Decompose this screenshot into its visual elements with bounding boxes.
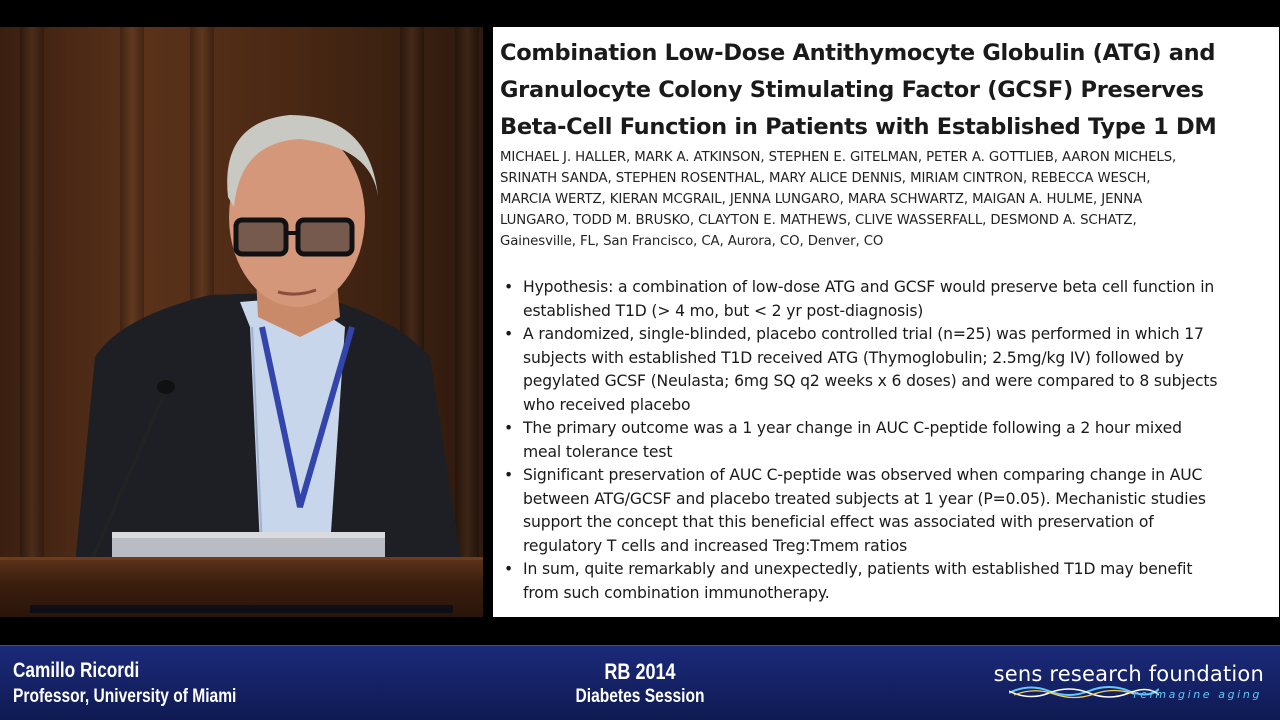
bullet-item: [500, 558, 1269, 605]
bullet-dot: •: [504, 560, 514, 578]
bullet-dot: •: [504, 419, 514, 437]
bullet-item: [500, 464, 1269, 558]
bullet-line: regulatory T cells and increased Treg:Tmem ratios: [523, 536, 908, 555]
bullet-line: In sum, quite remarkably and unexpectedly, patients with established T1D may benefit: [523, 560, 1193, 578]
bullet-line: pegylated GCSF (Neulasta; 6mg SQ q2 weeks x 6 doses) and were compared to 8 subjects: [523, 372, 1218, 390]
logo-tagline: reimagine aging: [1133, 688, 1262, 701]
bullet-line: between ATG/GCSF and placebo treated subjects at 1 year (P=0.05). Mechanistic studies: [523, 489, 1206, 508]
bullet-line: A randomized, single-blinded, placebo controlled trial (n=25) was performed in which 17: [523, 325, 1204, 343]
bullet-line: from such combination immunotherapy.: [523, 583, 830, 602]
bullet-line: Hypothesis: a combination of low-dose ATG and GCSF would preserve beta cell function in: [523, 278, 1215, 296]
author-line: SRINATH SANDA, STEPHEN ROSENTHAL, MARY ALICE DENNIS, MIRIAM CINTRON, REBECCA WESCH,: [500, 171, 1151, 186]
speaker-title: Professor, University of Miami: [13, 686, 237, 707]
speaker-figure: [0, 27, 483, 617]
bullet-dot: •: [504, 466, 514, 484]
bullet-line: Significant preservation of AUC C-peptide was observed when comparing change in AUC: [523, 466, 1203, 484]
affiliations: Gainesville, FL, San Francisco, CA, Aurora, CO, Denver, CO: [500, 234, 884, 249]
speaker-video: [0, 27, 483, 617]
slide-title: [500, 35, 1269, 146]
bullet-line: The primary outcome was a 1 year change in AUC C-peptide following a 2 hour mixed: [523, 419, 1182, 437]
bullet-line: subjects with established T1D received ATG (Thymoglobulin; 2.5mg/kg IV) followed by: [523, 348, 1184, 367]
session-name: Diabetes Session: [575, 686, 705, 707]
bullet-line: who received placebo: [523, 395, 691, 414]
bullet-line: support the concept that this beneficial effect was associated with preservation of: [523, 513, 1154, 531]
sens-logo: [993, 662, 1264, 707]
bullet-dot: •: [504, 325, 514, 343]
speaker-name: Camillo Ricordi: [13, 659, 140, 682]
event-name: RB 2014: [604, 659, 676, 684]
slide-title-line: Combination Low-Dose Antithymocyte Globulin (ATG) and: [500, 40, 1216, 66]
bullet-item: [500, 417, 1269, 464]
bullet-line: meal tolerance test: [523, 442, 673, 461]
slide-title-line: Granulocyte Colony Stimulating Factor (GCSF) Preserves: [500, 77, 1204, 103]
author-line: MICHAEL J. HALLER, MARK A. ATKINSON, STEPHEN E. GITELMAN, PETER A. GOTTLIEB, AARON MICHELS,: [500, 150, 1177, 165]
logo-name: sens research foundation: [993, 662, 1264, 686]
author-list: [500, 147, 1269, 252]
podium: [0, 557, 483, 617]
presentation-slide: [493, 27, 1279, 617]
bullet-list: [500, 276, 1269, 605]
author-line: MARCIA WERTZ, KIERAN MCGRAIL, JENNA LUNGARO, MARA SCHWARTZ, MAIGAN A. HULME, JENNA: [500, 192, 1143, 207]
bullet-dot: •: [504, 278, 514, 296]
lower-third-banner: [0, 645, 1280, 720]
bullet-item: [500, 276, 1269, 323]
author-line: LUNGARO, TODD M. BRUSKO, CLAYTON E. MATHEWS, CLIVE WASSERFALL, DESMOND A. SCHATZ,: [500, 213, 1137, 228]
bullet-item: [500, 323, 1269, 417]
bullet-line: established T1D (> 4 mo, but < 2 yr post-diagnosis): [523, 301, 924, 320]
slide-title-line: Beta-Cell Function in Patients with Established Type 1 DM: [500, 114, 1217, 140]
